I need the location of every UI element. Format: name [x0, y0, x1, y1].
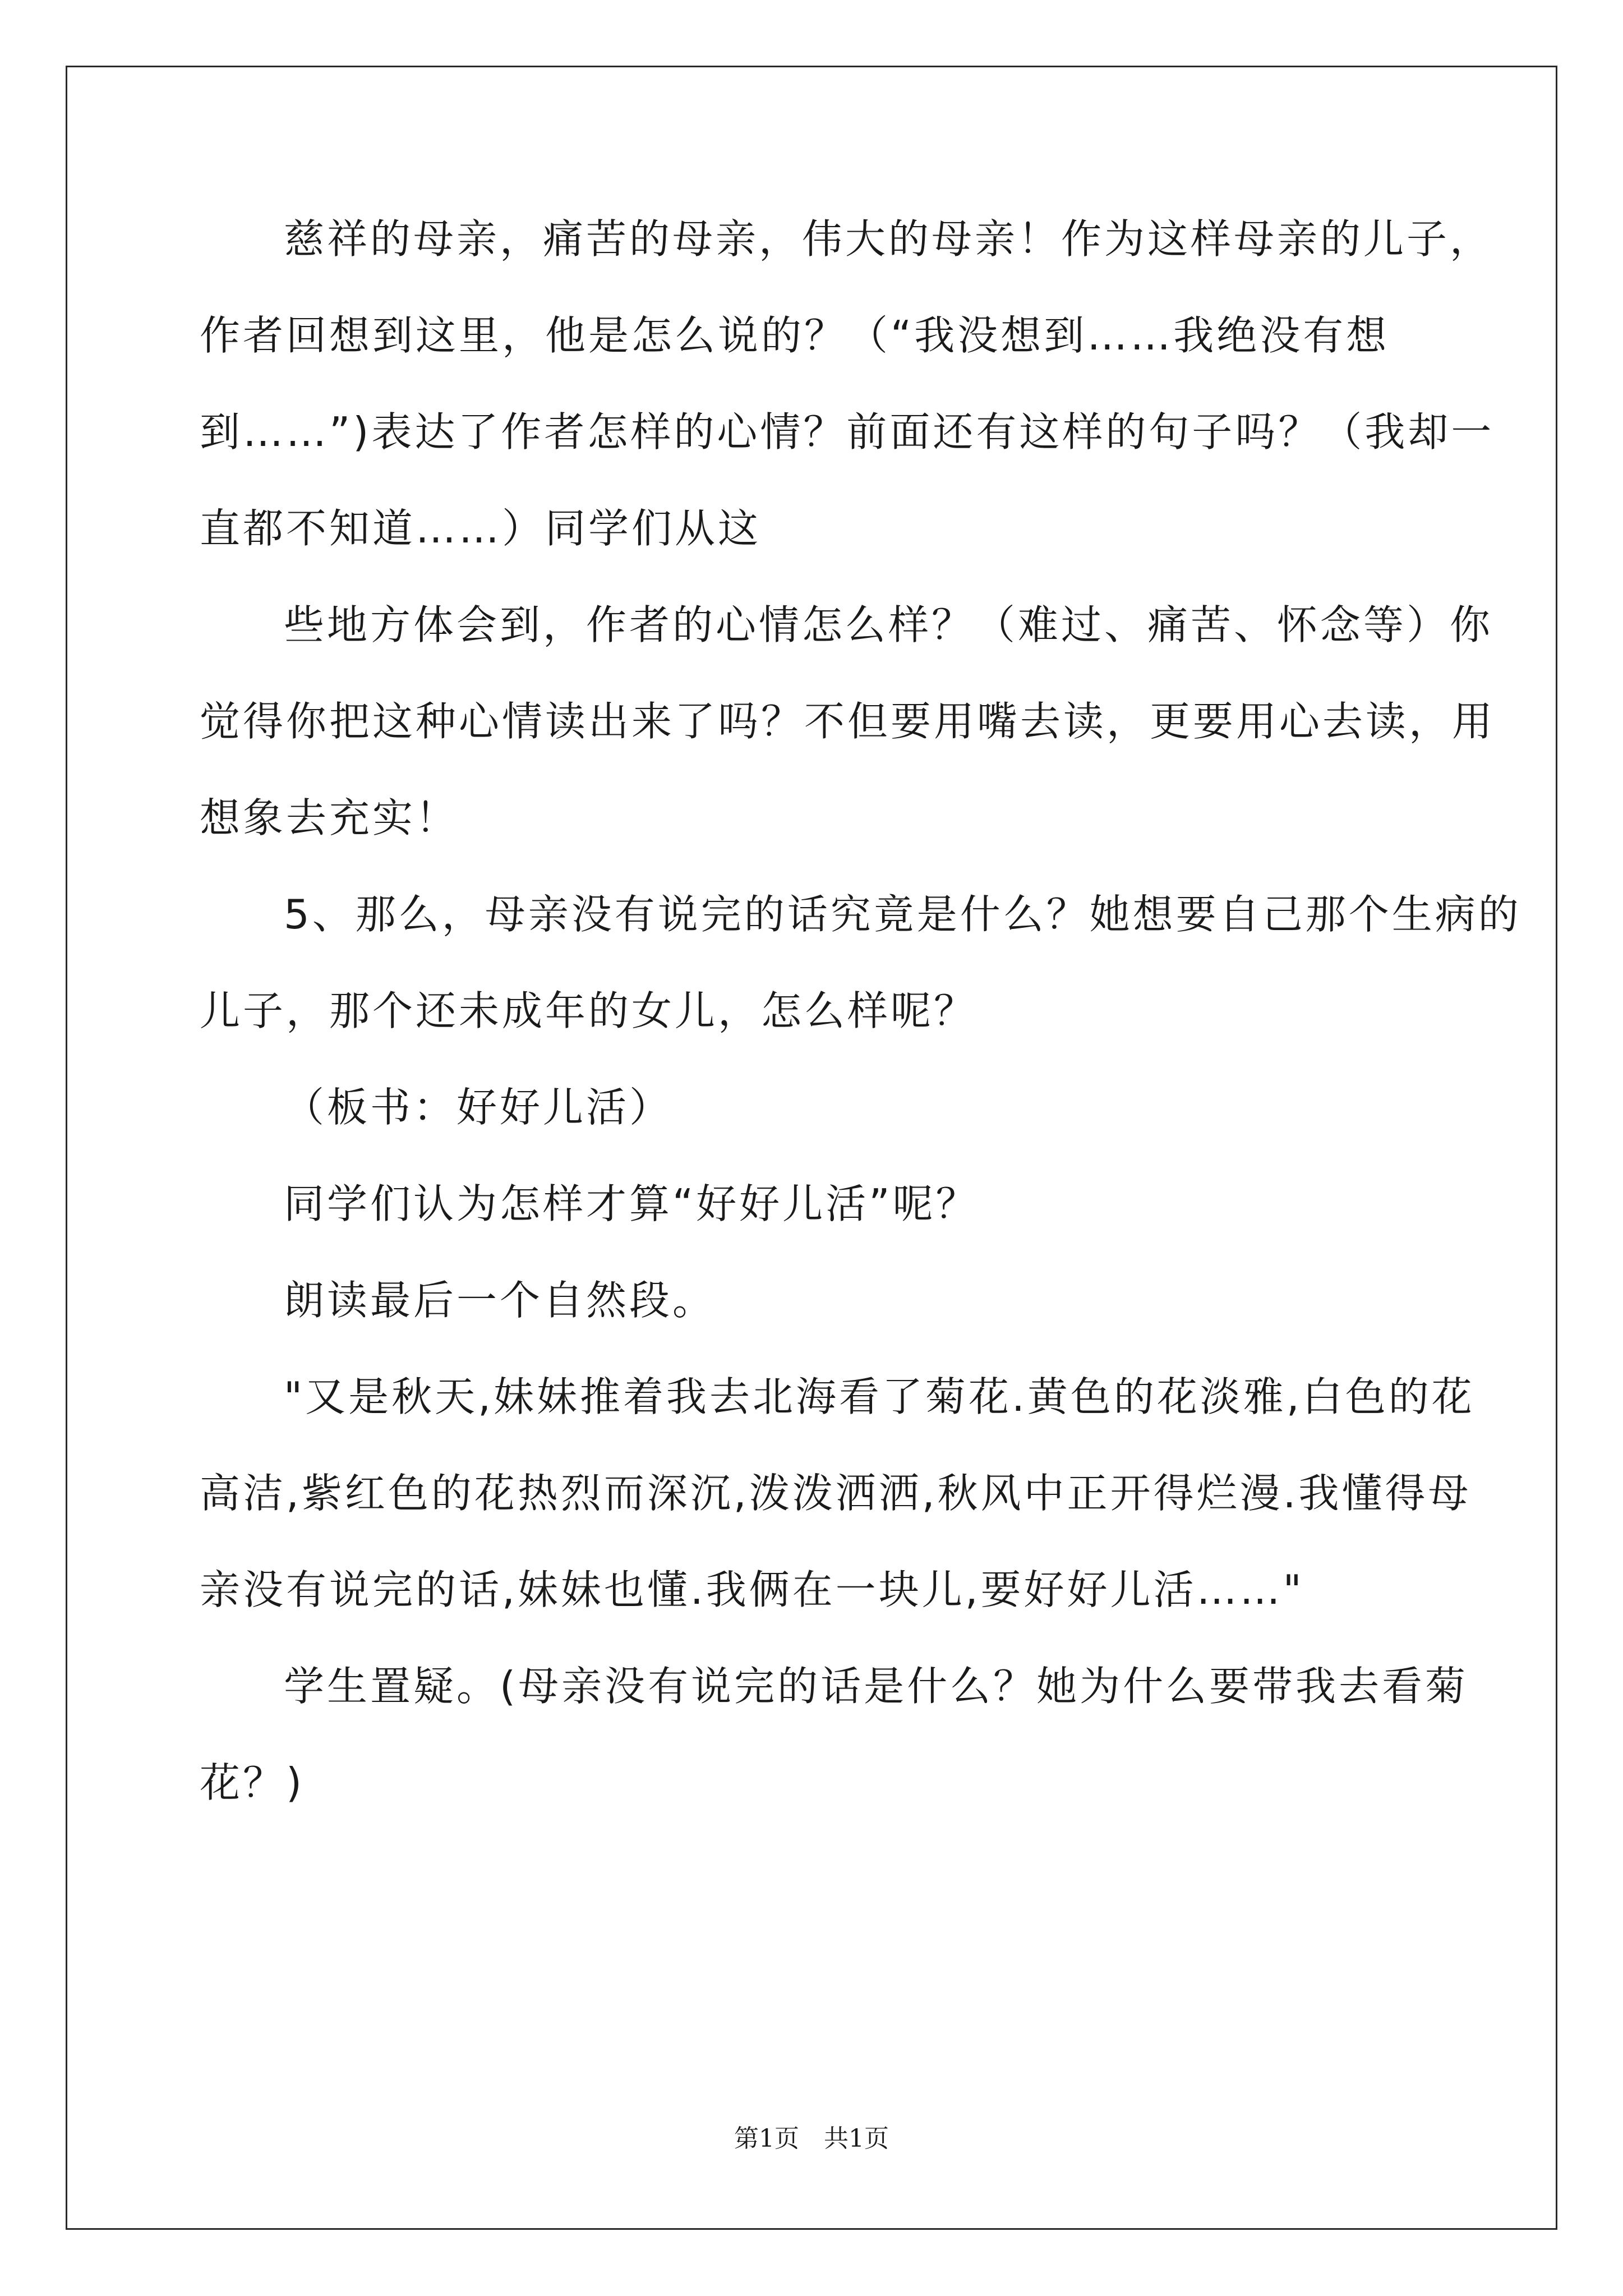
text-line: 高洁,紫红色的花热烈而深沉,泼泼洒洒,秋风中正开得烂漫.我懂得母: [200, 1470, 1472, 1517]
text-line: 亲没有说完的话,妹妹也懂.我俩在一块儿,要好好儿活……": [200, 1566, 1304, 1613]
text-line: 同学们认为怎样才算“好好儿活”呢？: [284, 1180, 979, 1227]
text-line: 儿子，那个还未成年的女儿，怎么样呢？: [200, 987, 978, 1034]
text-line: 慈祥的母亲，痛苦的母亲，伟大的母亲！作为这样母亲的儿子，: [284, 215, 1493, 263]
text-line: 作者回想到这里，他是怎么说的？（“我没想到……我绝没有想: [200, 312, 1390, 359]
text-line: 学生置疑。(母亲没有说完的话是什么？她为什么要带我去看菊: [284, 1663, 1469, 1710]
text-line: 些地方体会到，作者的心情怎么样？（难过、痛苦、怀念等）你: [284, 601, 1493, 648]
text-line: "又是秋天,妹妹推着我去北海看了菊花.黄色的花淡雅,白色的花: [284, 1373, 1475, 1420]
text-line: 花？): [200, 1759, 305, 1806]
text-line: 到……”)表达了作者怎样的心情？前面还有这样的句子吗？（我却一: [200, 408, 1495, 455]
page-border: [66, 66, 1557, 2230]
text-line: 朗读最后一个自然段。: [284, 1277, 716, 1324]
text-line: 觉得你把这种心情读出来了吗？不但要用嘴去读，更要用心去读，用: [200, 698, 1496, 745]
page-number-footer: 第1页 共1页: [734, 2124, 889, 2153]
text-line: （板书：好好儿活）: [284, 1084, 673, 1131]
text-line: 想象去充实！: [200, 794, 459, 841]
text-line: 5、那么，母亲没有说完的话究竟是什么？她想要自己那个生病的: [284, 891, 1521, 938]
text-line: 直都不知道……）同学们从这: [200, 505, 762, 552]
